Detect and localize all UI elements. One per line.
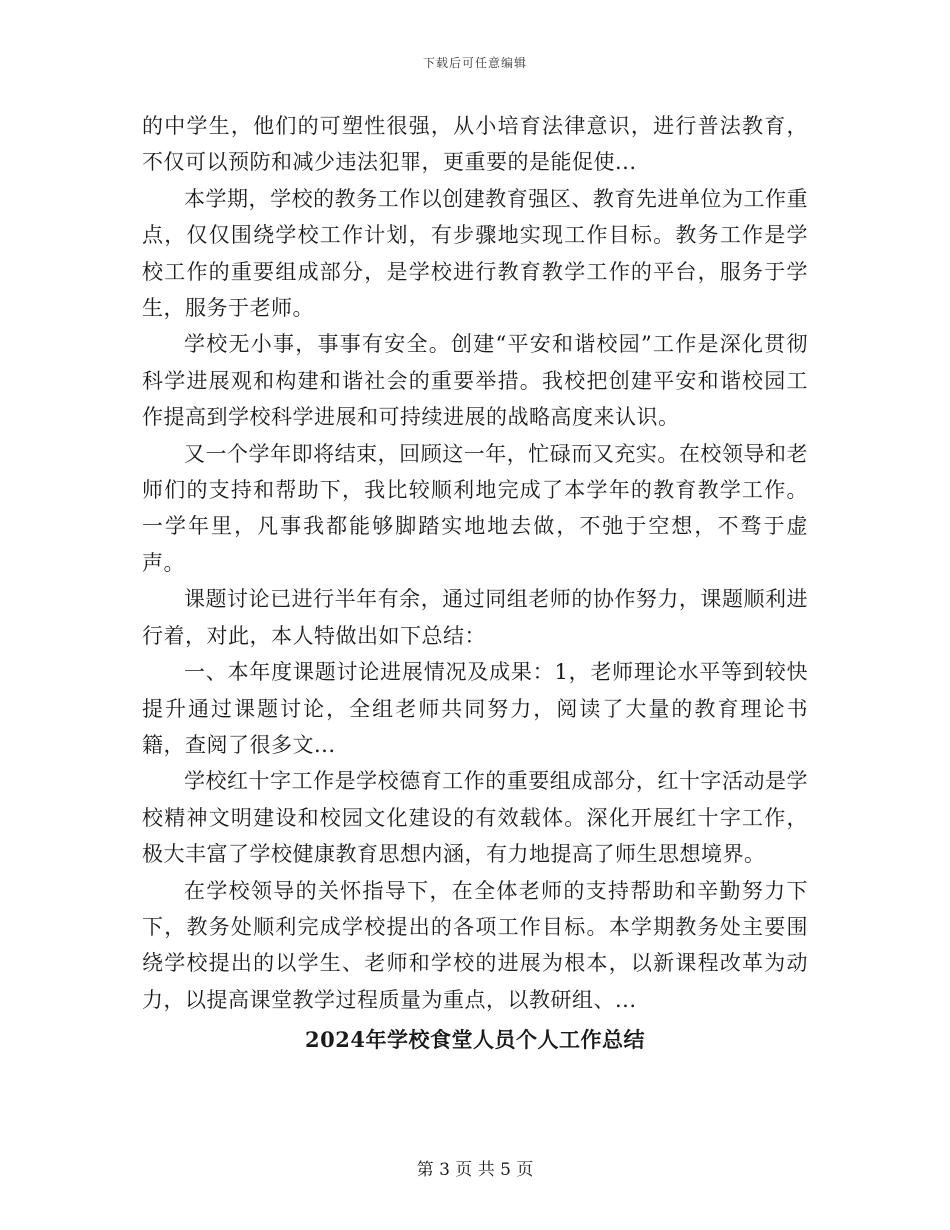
paragraph-year-review: 又一个学年即将结束，回顾这一年，忙碌而又充实。在校领导和老师们的支持和帮助下，我比较顺利地完成了本学年的教育教学工作。一学年里，凡事我都能够脚踏实地地去做，不弛于空想，不骛于虚声。 <box>142 441 808 575</box>
paragraph-red-cross: 学校红十字工作是学校德育工作的重要组成部分，红十字活动是学校精神文明建设和校园文化建设的有效载体。深化开展红十字工作，极大丰富了学校健康教育思想内涵，有力地提高了师生思想境界。 <box>142 769 808 867</box>
section-title: 2024年学校食堂人员个人工作总结 <box>305 1027 645 1053</box>
paragraph-academic-affairs: 本学期，学校的教务工作以创建教育强区、教育先进单位为工作重点，仅仅围绕学校工作计划，有步骤地实现工作目标。教务工作是学校工作的重要组成部分，是学校进行教育教学工作的平台，服务于学生，服务于老师。 <box>142 186 808 321</box>
page-header-note: 下载后可任意编辑 <box>422 56 527 70</box>
document-body <box>142 108 808 1058</box>
paragraph-research-topic: 课题讨论已进行半年有余，通过同组老师的协作努力，课题顺利进行着，对此，本人特做出如下总结： <box>142 587 808 648</box>
paragraph-research-progress: 一、本年度课题讨论进展情况及成果：1，老师理论水平等到较快提升通过课题讨论，全组老师共同努力，阅读了大量的教育理论书籍，查阅了很多文... <box>142 660 808 757</box>
page-number: 第 3 页 共 5 页 <box>416 1160 534 1180</box>
paragraph-campus-safety: 学校无小事，事事有安全。创建“平安和谐校园”工作是深化贯彻科学进展观和构建和谐社会的重要举措。我校把创建平安和谐校园工作提高到学校科学进展和可持续进展的战略高度来认识。 <box>142 332 808 430</box>
paragraph-teaching-office: 在学校领导的关怀指导下，在全体老师的支持帮助和辛勤努力下下，教务处顺利完成学校提出的各项工作目标。本学期教务处主要围绕学校提出的以学生、老师和学校的进展为根本，以新课程改革为动力，以提高课堂教学过程质量为重点，以教研组、... <box>142 878 808 1012</box>
paragraph-continuation: 的中学生，他们的可塑性很强，从小培育法律意识，进行普法教育，不仅可以预防和减少违法犯罪，更重要的是能促使... <box>142 114 808 175</box>
